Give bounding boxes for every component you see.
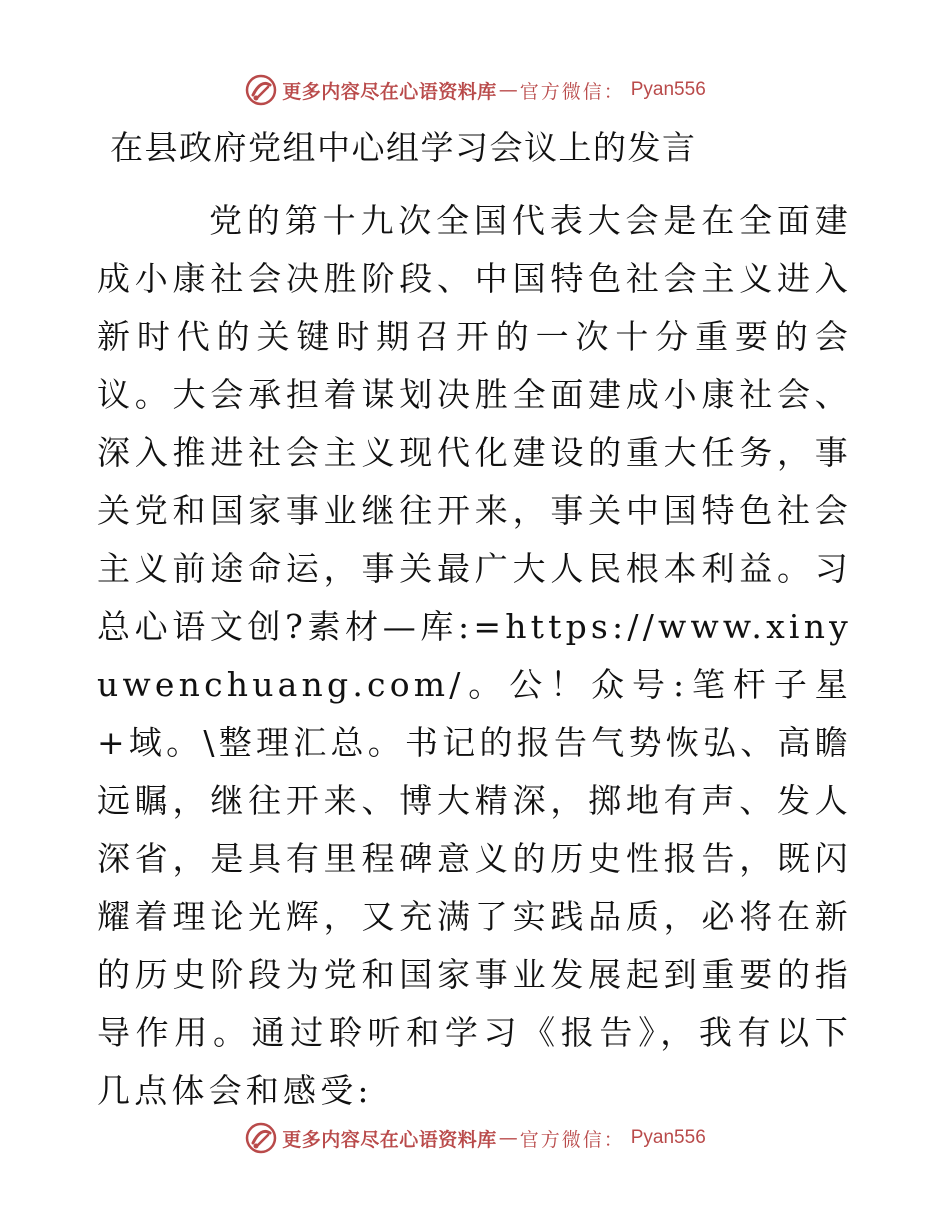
footer-watermark-banner [0, 1118, 950, 1158]
brand-logo-icon [244, 73, 278, 107]
header-wechat-label: 官方微信： [519, 80, 625, 103]
footer-banner-dash: — [498, 1127, 518, 1149]
document-title: 在县政府党组中心组学习会议上的发言 [110, 128, 697, 167]
header-banner-dash: — [498, 79, 518, 101]
footer-wechat-id: Pyan556 [630, 1127, 706, 1148]
header-banner-text: 更多内容尽在心语资料库 [282, 80, 497, 103]
brand-logo-icon [244, 1121, 278, 1155]
footer-banner-text: 更多内容尽在心语资料库 [282, 1128, 497, 1151]
header-wechat-id: Pyan556 [630, 79, 706, 100]
footer-wechat-label: 官方微信： [519, 1128, 625, 1151]
document-paragraph: 党的第十九次全国代表大会是在全面建成小康社会决胜阶段、中国特色社会主义进入新时代的关键时期召开的一次十分重要的会议。大会承担着谋划决胜全面建成小康社会、深入推进社会主义现代化建设的重大任务，事关党和国家事业继往开来，事关中国特色社会主义前途命运，事关最广大人民根本利益。习总心语文创?素材—库:=https://www.xinyuwenchuang.com/。公！众号:笔杆子星+域。\整理汇总。书记的报告气势恢弘、高瞻远瞩，继往开来、博大精深，掷地有声、发人深省，是具有里程碑意义的历史性报告，既闪耀着理论光辉，又充满了实践品质，必将在新的历史阶段为党和国家事业发展起到重要的指导作用。通过聆听和学习《报告》，我有以下几点体会和感受: [97, 201, 852, 1110]
header-watermark-banner [0, 70, 950, 110]
